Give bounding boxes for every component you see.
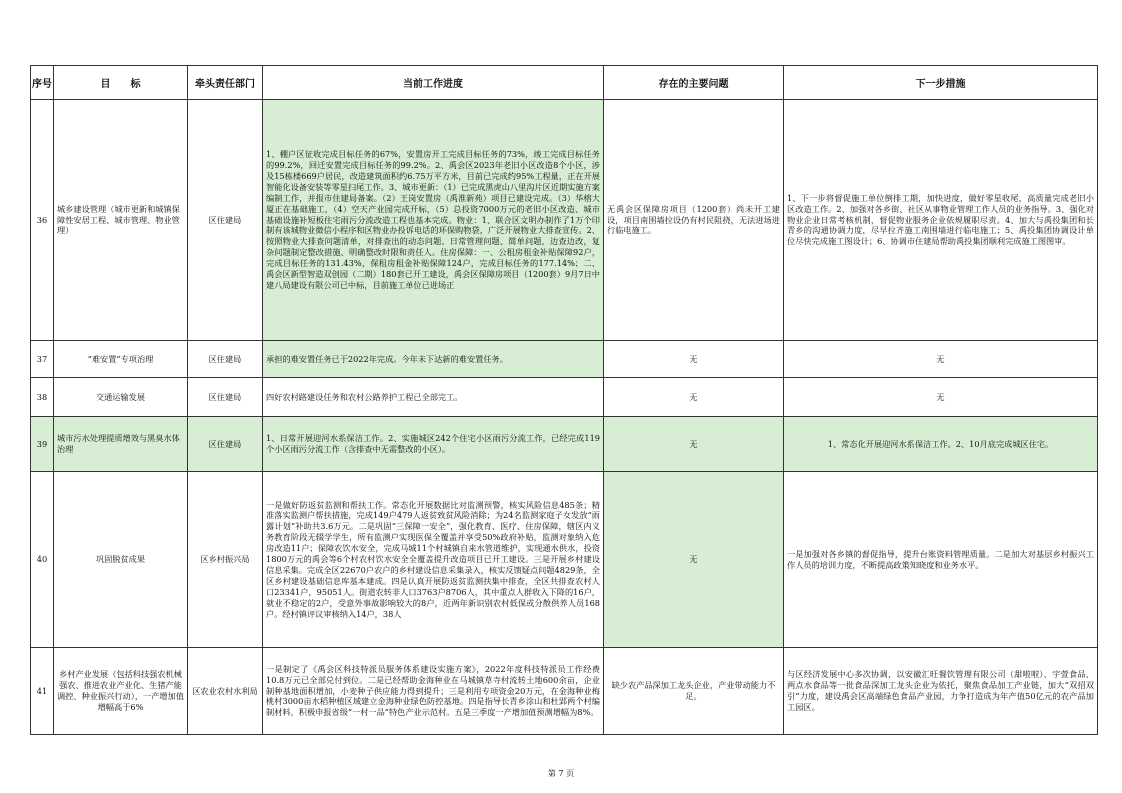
row-next: 与区经济发展中心多次协调，以安徽汇旺餐饮管理有限公司（甜啦啦）、宇萱食品、两点水食品等一批食品深加工龙头企业为依托，聚焦食品加工产业链，加大“双招双引”力度，建设禹会区高端绿色食品产业园，力争打造成为年产值50亿元的农产品加工园区。 xyxy=(784,648,1098,735)
row-goal: 城乡建设管理（城市更新和城镇保障性安居工程、城市管理、物业管理） xyxy=(54,100,188,341)
header-dept: 牵头责任部门 xyxy=(188,66,263,100)
row-dept: 区乡村振兴局 xyxy=(188,472,263,648)
row-problems: 无 xyxy=(604,472,784,648)
row-problems: 无 xyxy=(604,378,784,417)
row-seq: 41 xyxy=(31,648,54,735)
row-seq: 39 xyxy=(31,417,54,472)
row-goal: 交通运输发展 xyxy=(54,378,188,417)
row-dept: 区住建局 xyxy=(188,100,263,341)
row-dept: 区农业农村水利局 xyxy=(188,648,263,735)
row-progress: 四好农村路建设任务和农村公路养护工程已全部完工。 xyxy=(263,378,604,417)
row-next: 1、下一步将督促施工单位倒排工期，加快进度，做好零星收尾，高质量完成老旧小区改造工作。2、加强对各乡街、社区从事物业管理工作人员的业务指导。3、强化对物业企业日常考核机制，督促物业服务企业依规履职尽责。4、加大与禹投集团和长青乡的沟通协调力度，尽早拉齐施工南围墙进行临电施工；5、禹投集团协调设计单位尽快完成施工图设计；6、协调市住建局帮助禹投集团顺利完成施工图图审。 xyxy=(784,100,1098,341)
table-row xyxy=(31,100,1098,341)
row-goal: “难安置”专项治理 xyxy=(54,341,188,378)
header-goal: 目 标 xyxy=(54,66,188,100)
table-row xyxy=(31,378,1098,417)
row-seq: 40 xyxy=(31,472,54,648)
row-problems: 无 xyxy=(604,341,784,378)
row-problems: 无 xyxy=(604,417,784,472)
row-next: 无 xyxy=(784,378,1098,417)
row-seq: 38 xyxy=(31,378,54,417)
row-goal: 城市污水处理提质增效与黑臭水体治理 xyxy=(54,417,188,472)
row-problems: 缺少农产品深加工龙头企业，产业带动能力不足。 xyxy=(604,648,784,735)
row-dept: 区住建局 xyxy=(188,417,263,472)
row-goal: 乡村产业发展（包括科技强农机械强农、推进农业产业化、生猪产能调控、种业振兴行动），一产增加值增幅高于6% xyxy=(54,648,188,735)
page-number: 第 7 页 xyxy=(547,769,575,778)
row-progress: 1、棚户区征收完成目标任务的67%，安置房开工完成目标任务的73%，竣工完成目标任务的99.2%，回迁安置完成目标任务的99.2%。2、禹会区2023年老旧小区改造8个小区，涉及15栋楼669户居民，改造建筑面积约6.75万平方米，目前已完成约95%工程量，正在开展智能化设备安装等零星扫尾工作。3、城市更新：（1）已完成黑虎山八里沟片区近期实施方案编制工作，并报市住建局备案。（2）王岗安置房（禹淮新苑）项目已建设完成。（3）华榕大厦正在基础施工，（4）空天产业园完成开标，（5）总投资7000万元的老旧小区改造、城市基础设施补短板住宅雨污分流改造工程也基本完成。物业：1、联合区文明办制作了1万个印制有该城物业微信小程序和区物业办投诉电话的环保购物袋，广泛开展物业大排查宣传。2、按照物业大排查问题清单，对排查出的动态问题、日常管理问题、简单问题，边查边改，复杂问题制定整改措施、明确整改时限和责任人。住房保障：一、公租房租金补贴保障92户，完成目标任务的131.43%，保租房租金补贴保障124户，完成目标任务的177.14%；二、禹会区新型智造双创园（二期）180套已开工建设，禹会区保障房项目（1200套）9月7日中建八局建设有限公司已中标，目前施工单位已进场正 xyxy=(263,100,604,341)
row-next: 一是加强对各乡镇的督促指导，提升台账资料管理质量。二是加大对基层乡村振兴工作人员的培训力度，不断提高政策知晓度和业务水平。 xyxy=(784,472,1098,648)
table-row xyxy=(31,472,1098,648)
row-problems: 无禹会区保障房项目（1200套）尚未开工建设，项目南围墙拉设仍有村民阻挠，无法进场进行临电施工。 xyxy=(604,100,784,341)
table-row xyxy=(31,417,1098,472)
row-seq: 36 xyxy=(31,100,54,341)
header-next: 下一步措施 xyxy=(784,66,1098,100)
row-goal: 巩固脱贫成果 xyxy=(54,472,188,648)
row-next: 1、常态化开展迎河水系保洁工作。2、10月底完成城区住宅。 xyxy=(784,417,1098,472)
row-dept: 区住建局 xyxy=(188,378,263,417)
header-progress: 当前工作进度 xyxy=(263,66,604,100)
row-dept: 区住建局 xyxy=(188,341,263,378)
row-progress: 一是做好防返贫监测和帮扶工作。常态化开展数据比对监测预警，核实风险信息485条；精准落实监测户帮扶措施，完成149户479人返贫致贫风险消除；为24名监测家庭子女发放“雨露计划”补助共3.6万元。二是巩固“三保障一安全”，强化教育、医疗、住房保障，辖区内义务教育阶段无辍学学生，所有监测户实现医保全覆盖并享受50%政府补贴，监测对象纳入危房改造11户；保障农饮水安全，完成马城11个村城镇自来水管道维护，实现通水供水，投资1800万元的禹会等6个村农村饮水安全全覆盖提升改造项目已开工建设。三是开展乡村建设信息采集。完成全区22670户农户的乡村建设信息采集录入，核实反馈疑点问题4829条，全区乡村建设基础信息库基本建成。四是认真开展防返贫监测扶集中排查，全区共排查农村人口23341户，95051人。街道农转非人口3763户8706人，其中重点人群收入下降的16户，就业不稳定的2户，受意外事故影响较大的8户，近两年新识别农村低保或分散供养人员168户。经村镇评议审核纳入14户，38人 xyxy=(263,472,604,648)
row-next: 无 xyxy=(784,341,1098,378)
header-seq: 序号 xyxy=(31,66,54,100)
progress-table xyxy=(30,65,1098,735)
row-seq: 37 xyxy=(31,341,54,378)
row-progress: 1、日常开展迎河水系保洁工作。2、实施城区242个住宅小区雨污分流工作，已经完成119个小区雨污分流工作（含排查中无需整改的小区）。 xyxy=(263,417,604,472)
header-problems: 存在的主要问题 xyxy=(604,66,784,100)
table-row xyxy=(31,341,1098,378)
row-progress: 一是制定了《禹会区科技特派员服务体系建设实施方案》，2022年度科技特派员工作经费10.8万元已全部兑付到位。二是已经帮助金海种业在马城镇草寺村流转土地600余亩，企业制种基地面积增加，小麦种子供应能力得到提升；三是利用专项资金20万元，在金海种业梅桃村3000亩水稻种植区域建立金海种业绿色防控基地。四是指导长青乡涂山和杜郢两个村编制材料，积极申报省级“一村一品”特色产业示范村。五是三季度一产增加值预测增幅为8%。 xyxy=(263,648,604,735)
row-progress: 承担的难安置任务已于2022年完成。今年未下达新的难安置任务。 xyxy=(263,341,604,378)
header-row xyxy=(31,66,1098,100)
table-row xyxy=(31,648,1098,735)
